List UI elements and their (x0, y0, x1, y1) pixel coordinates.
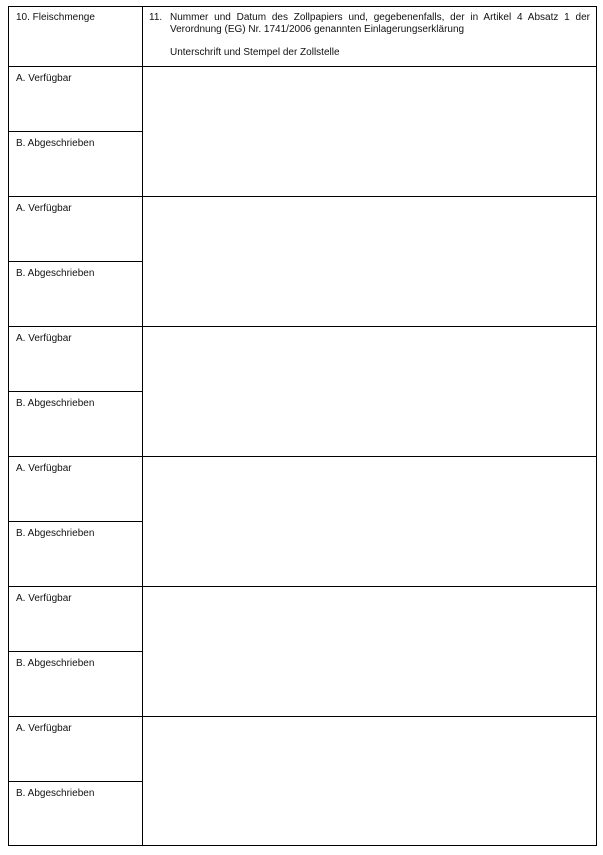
row-4-customs-entry-cell[interactable] (143, 457, 596, 587)
written-off-label: B. Abgeschrieben (16, 268, 95, 279)
field-11-header (143, 7, 596, 67)
row-1-written-off-cell[interactable] (9, 132, 143, 197)
row-3-written-off-cell[interactable] (9, 392, 143, 457)
available-label: A. Verfügbar (16, 73, 72, 84)
row-2-available-cell[interactable] (9, 197, 143, 262)
row-6-available-cell[interactable] (9, 717, 143, 782)
written-off-label: B. Abgeschrieben (16, 528, 95, 539)
row-5-customs-entry-cell[interactable] (143, 587, 596, 717)
available-label: A. Verfügbar (16, 723, 72, 734)
row-3-customs-entry-cell[interactable] (143, 327, 596, 457)
available-label: A. Verfügbar (16, 333, 72, 344)
field-11-description: Nummer und Datum des Zollpapiers und, gegebenenfalls, der in Artikel 4 Absatz 1 der Verordnung (EG) Nr. 1741/2006 genannten Einlagerungserklärung (170, 12, 590, 35)
row-1-available-cell[interactable] (9, 67, 143, 132)
field-10-label: 10. Fleischmenge (16, 12, 95, 23)
customs-form-table (8, 6, 597, 846)
row-2-written-off-cell[interactable] (9, 262, 143, 327)
row-6-customs-entry-cell[interactable] (143, 717, 596, 845)
field-10-header (9, 7, 143, 67)
row-4-available-cell[interactable] (9, 457, 143, 522)
written-off-label: B. Abgeschrieben (16, 398, 95, 409)
row-4-written-off-cell[interactable] (9, 522, 143, 587)
written-off-label: B. Abgeschrieben (16, 658, 95, 669)
row-3-available-cell[interactable] (9, 327, 143, 392)
available-label: A. Verfügbar (16, 593, 72, 604)
written-off-label: B. Abgeschrieben (16, 138, 95, 149)
row-5-available-cell[interactable] (9, 587, 143, 652)
row-2-customs-entry-cell[interactable] (143, 197, 596, 327)
written-off-label: B. Abgeschrieben (16, 788, 95, 799)
available-label: A. Verfügbar (16, 203, 72, 214)
row-1-customs-entry-cell[interactable] (143, 67, 596, 197)
available-label: A. Verfügbar (16, 463, 72, 474)
field-11-signature-label: Unterschrift und Stempel der Zollstelle (170, 47, 340, 58)
field-11-number: 11. (149, 12, 163, 23)
row-5-written-off-cell[interactable] (9, 652, 143, 717)
row-6-written-off-cell[interactable] (9, 782, 143, 845)
